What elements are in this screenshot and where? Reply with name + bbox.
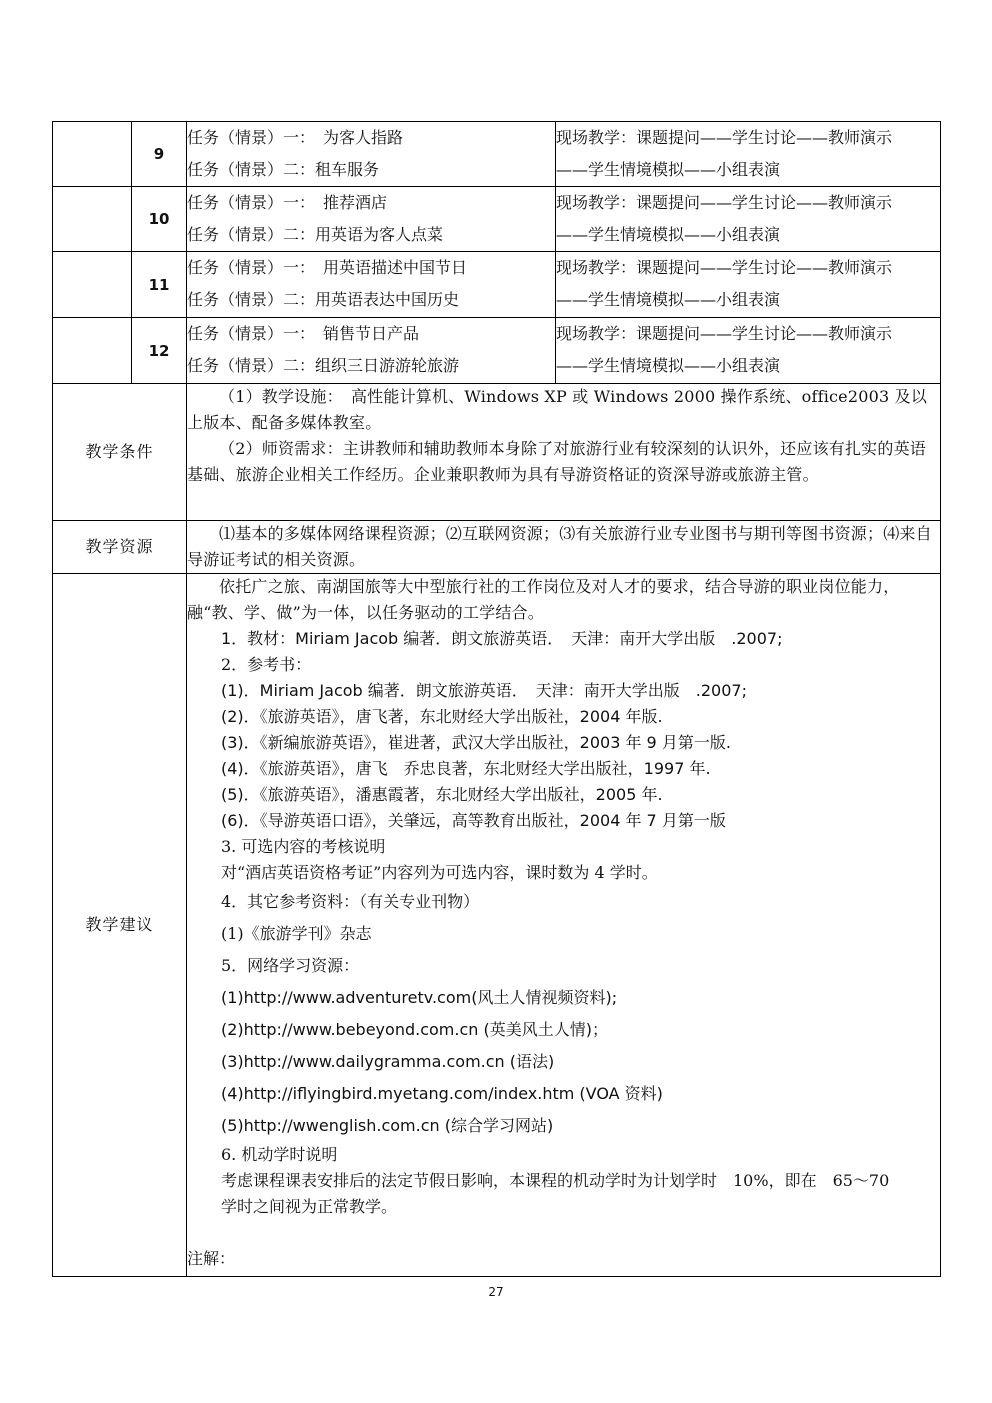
task-line-2: 任务（情景）二：用英语为客人点菜	[187, 225, 444, 244]
advice-intro: 依托广之旅、南湖国旅等大中型旅行社的工作岗位及对人才的要求，结合导游的职业岗位能力，融“教、学、做”为一体，以任务驱动的工学结合。	[187, 577, 900, 622]
net-item: (1)http://www.adventuretv.com(风土人情视频资料);	[221, 988, 618, 1007]
method-line-1: 现场教学：课题提问——学生讨论——教师演示	[556, 128, 893, 147]
task-row	[53, 318, 941, 384]
week-number: 11	[132, 252, 187, 318]
note-label: 注解：	[187, 1249, 236, 1268]
textbook-line: 1．教材：Miriam Jacob 编著．朗文旅游英语． 天津：南开大学出版 .2007;	[221, 629, 783, 648]
task-line-1: 任务（情景）一： 推荐酒店	[187, 193, 388, 212]
task-row	[53, 187, 941, 252]
reference-item: (4)．《旅游英语》，唐飞 乔忠良著，东北财经大学出版社，1997 年.	[221, 759, 711, 778]
optional-title: 3. 可选内容的考核说明	[221, 837, 386, 856]
spacer	[187, 1220, 940, 1246]
week-number: 9	[132, 122, 187, 187]
resources-text: ⑴基本的多媒体网络课程资源；⑵互联网资源；⑶有关旅游行业专业图书与期刊等图书资源；⑷来自导游证考试的相关资源。	[187, 524, 932, 569]
task-cell	[187, 318, 556, 384]
method-line-2: ——学生情境模拟——小组表演	[556, 356, 781, 375]
task-cell	[187, 187, 556, 252]
task-line-2: 任务（情景）二：组织三日游游轮旅游	[187, 356, 460, 375]
task-cell	[187, 252, 556, 318]
empty-cell	[53, 252, 132, 318]
task-line-2: 任务（情景）二：租车服务	[187, 160, 380, 179]
task-line-1: 任务（情景）一： 为客人指路	[187, 128, 404, 147]
resources-label: 教学资源	[53, 521, 187, 574]
other-title: 4．其它参考资料：（有关专业刊物）	[221, 892, 480, 911]
resources-content	[187, 521, 941, 574]
empty-cell	[53, 122, 132, 187]
method-cell	[556, 187, 941, 252]
empty-cell	[53, 187, 132, 252]
optional-text: 对“酒店英语资格考证”内容列为可选内容，课时数为 4 学时。	[221, 863, 658, 882]
syllabus-table	[52, 121, 941, 1277]
net-item: (2)http://www.bebeyond.com.cn (英美风土人情)；	[221, 1020, 608, 1039]
net-item: (3)http://www.dailygramma.com.cn (语法)	[221, 1052, 555, 1071]
resources-row	[53, 521, 941, 574]
method-line-1: 现场教学：课题提问——学生讨论——教师演示	[556, 193, 893, 212]
reference-item: (3)．《新编旅游英语》，崔进著，武汉大学出版社，2003 年 9 月第一版.	[221, 733, 731, 752]
conditions-teachers: （2）师资需求：主讲教师和辅助教师本身除了对旅游行业有较深刻的认识外，还应该有扎实的英语基础、旅游企业相关工作经历。企业兼职教师为具有导游资格证的资深导游或旅游主管。	[187, 439, 926, 484]
reference-item: (6)．《导游英语口语》，关肇远，高等教育出版社，2004 年 7 月第一版	[221, 811, 726, 830]
week-number: 10	[132, 187, 187, 252]
flex-text-2: 学时之间视为正常教学。	[221, 1197, 398, 1216]
reference-item: (1)．Miriam Jacob 编著．朗文旅游英语． 天津：南开大学出版 .2007;	[221, 681, 747, 700]
task-row	[53, 252, 941, 318]
method-line-2: ——学生情境模拟——小组表演	[556, 160, 781, 179]
method-cell	[556, 122, 941, 187]
reference-item: (5)．《旅游英语》，潘惠霞著，东北财经大学出版社，2005 年.	[221, 785, 663, 804]
net-item: (5)http://wwenglish.com.cn (综合学习网站)	[221, 1116, 554, 1135]
task-line-1: 任务（情景）一： 销售节日产品	[187, 324, 420, 343]
task-line-1: 任务（情景）一： 用英语描述中国节日	[187, 258, 468, 277]
flex-text-1: 考虑课程课表安排后的法定节假日影响，本课程的机动学时为计划学时 10%，即在 65～70	[221, 1171, 890, 1190]
conditions-label: 教学条件	[53, 384, 187, 521]
method-cell	[556, 318, 941, 384]
task-cell	[187, 122, 556, 187]
conditions-content	[187, 384, 941, 521]
net-item: (4)http://iflyingbird.myetang.com/index.htm (VOA 资料)	[221, 1084, 663, 1103]
advice-content	[187, 574, 941, 1277]
reference-title: 2．参考书：	[221, 655, 312, 674]
reference-item: (2)．《旅游英语》，唐飞著，东北财经大学出版社，2004 年版.	[221, 707, 663, 726]
method-line-2: ——学生情境模拟——小组表演	[556, 290, 781, 309]
flex-title: 6. 机动学时说明	[221, 1145, 338, 1164]
empty-cell	[53, 318, 132, 384]
task-row	[53, 122, 941, 187]
conditions-row	[53, 384, 941, 521]
other-item: (1)《旅游学刊》杂志	[221, 924, 372, 943]
method-line-1: 现场教学：课题提问——学生讨论——教师演示	[556, 258, 893, 277]
conditions-facilities: （1）教学设施： 高性能计算机、Windows XP 或 Windows 2000 操作系统、office2003 及以上版本、配备多媒体教室。	[187, 387, 928, 432]
method-line-2: ——学生情境模拟——小组表演	[556, 225, 781, 244]
method-cell	[556, 252, 941, 318]
advice-label: 教学建议	[53, 574, 187, 1277]
method-line-1: 现场教学：课题提问——学生讨论——教师演示	[556, 324, 893, 343]
week-number: 12	[132, 318, 187, 384]
advice-row	[53, 574, 941, 1277]
page-number: 27	[488, 1285, 504, 1299]
task-line-2: 任务（情景）二：用英语表达中国历史	[187, 290, 460, 309]
net-title: 5．网络学习资源：	[221, 956, 360, 975]
